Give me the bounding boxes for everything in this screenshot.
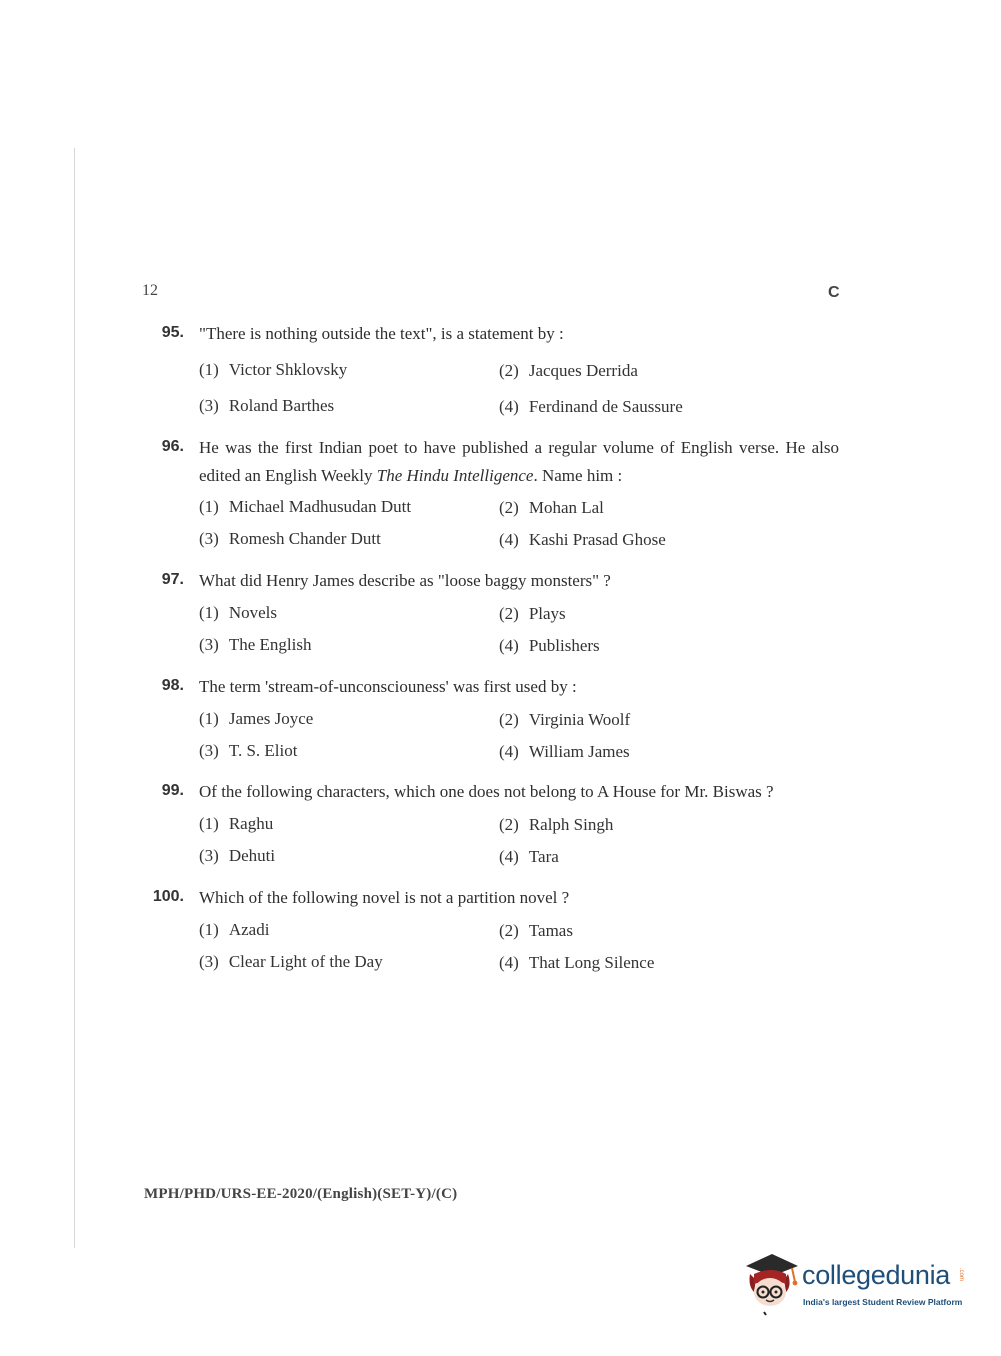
logo-com-suffix: .com	[958, 1268, 964, 1282]
option-3: (3) Roland Barthes	[199, 396, 335, 415]
option-4: (4) Tara	[499, 847, 559, 866]
option-4: (4) Publishers	[499, 636, 600, 655]
student-mascot-icon	[742, 1252, 802, 1318]
question-text: What did Henry James describe as "loose baggy monsters" ?	[199, 571, 611, 590]
question-number: 99.	[161, 782, 184, 799]
question-text: Of the following characters, which one does not belong to A House for Mr. Biswas ?	[199, 782, 774, 801]
option-1: (1) Michael Madhusudan Dutt	[199, 497, 412, 516]
option-3: (3) Clear Light of the Day	[199, 952, 383, 971]
set-code: C	[828, 284, 840, 301]
option-4: (4) William James	[499, 742, 630, 761]
periodical-title: The Hindu Intelligence	[376, 466, 534, 485]
logo-tagline: India's largest Student Review Platform	[803, 1297, 963, 1307]
question-number: 96.	[161, 438, 184, 455]
page-number: 12	[142, 282, 158, 299]
option-3: (3) T. S. Eliot	[199, 741, 298, 760]
option-2: (2) Ralph Singh	[499, 815, 614, 834]
question-text: Which of the following novel is not a partition novel ?	[199, 888, 570, 907]
option-2: (2) Jacques Derrida	[499, 361, 638, 380]
question-number: 98.	[161, 677, 184, 694]
option-3: (3) Dehuti	[199, 846, 276, 865]
option-1: (1) Victor Shklovsky	[199, 360, 348, 379]
option-2: (2) Mohan Lal	[499, 498, 604, 517]
option-2: (2) Plays	[499, 604, 566, 623]
logo-wordmark: collegedunia	[802, 1260, 951, 1290]
collegedunia-logo[interactable]	[742, 1252, 972, 1318]
option-4: (4) Kashi Prasad Ghose	[499, 530, 666, 549]
option-1: (1) Novels	[199, 603, 277, 622]
question-text: "There is nothing outside the text", is a statement by :	[199, 324, 564, 343]
paper-code-footer: MPH/PHD/URS-EE-2020/(English)(SET-Y)/(C)	[144, 1186, 458, 1202]
question-number: 97.	[161, 571, 184, 588]
option-4: (4) Ferdinand de Saussure	[499, 397, 683, 416]
option-1: (1) James Joyce	[199, 709, 314, 728]
question-number: 100.	[152, 888, 184, 905]
option-1: (1) Raghu	[199, 814, 274, 833]
option-4: (4) That Long Silence	[499, 953, 655, 972]
option-1: (1) Azadi	[199, 920, 270, 939]
question-number: 95.	[161, 324, 184, 341]
question-text: The term 'stream-of-unconsciouness' was first used by :	[199, 677, 577, 696]
option-3: (3) The English	[199, 635, 312, 654]
margin-line	[74, 148, 75, 1248]
option-2: (2) Tamas	[499, 921, 573, 940]
option-3: (3) Romesh Chander Dutt	[199, 529, 381, 548]
option-2: (2) Virginia Woolf	[499, 710, 631, 729]
question-text: He was the first Indian poet to have published a regular volume of English verse. He also edited an English Weekly The Hindu Intelligence. Name him :	[199, 438, 839, 485]
